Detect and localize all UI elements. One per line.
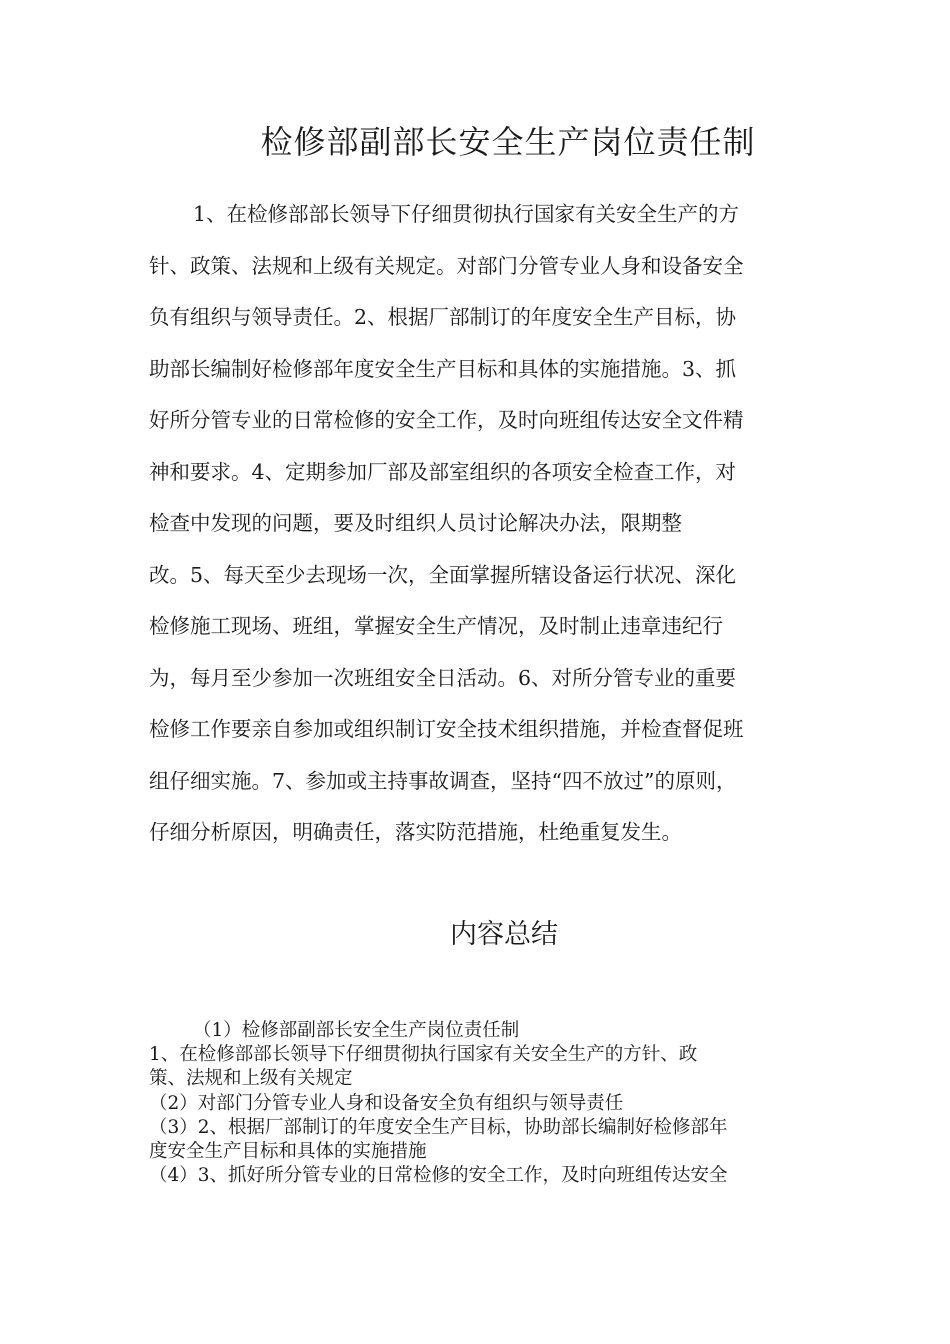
summary-line: （2）对部门分管专业人身和设备安全负有组织与领导责任 — [149, 1092, 624, 1114]
document-title: 检修部副部长安全生产岗位责任制 — [260, 123, 756, 161]
body-line: 检查中发现的问题，要及时组织人员讨论解决办法，限期整 — [149, 511, 682, 535]
body-line: 针、政策、法规和上级有关规定。对部门分管专业人身和设备安全 — [149, 253, 744, 278]
body-line: 为，每月至少参加一次班组安全日活动。6、对所分管专业的重要 — [149, 665, 737, 690]
summary-title: 内容总结 — [450, 919, 558, 950]
summary-line: （3）2、根据厂部制订的年度安全生产目标，协助部长编制好检修部年 — [149, 1116, 728, 1138]
body-line: 好所分管专业的日常检修的安全工作，及时向班组传达安全文件精 — [149, 408, 744, 432]
body-line: 检修施工现场、班组，掌握安全生产情况，及时制止违章违纪行 — [149, 614, 723, 638]
body-line: 负有组织与领导责任。2、根据厂部制订的年度安全生产目标，协 — [149, 305, 737, 329]
summary-line: 1、在检修部部长领导下仔细贯彻执行国家有关安全生产的方针、政 — [149, 1044, 698, 1066]
body-line: 组仔细实施。7、参加或主持事故调查，坚持“四不放过”的原则， — [149, 768, 737, 793]
summary-body — [149, 1019, 809, 1188]
summary-line: （4）3、抓好所分管专业的日常检修的安全工作，及时向班组传达安全 — [149, 1165, 728, 1187]
body-line: 1、在检修部部长领导下仔细贯彻执行国家有关安全生产的方 — [193, 202, 740, 226]
document-body — [149, 196, 809, 866]
body-line: 仔细分析原因，明确责任，落实防范措施，杜绝重复发生。 — [149, 820, 682, 844]
body-line: 检修工作要亲自参加或组织制订安全技术组织措施，并检查督促班 — [149, 717, 744, 741]
summary-line: （1）检修部副部长安全生产岗位责任制 — [193, 1020, 520, 1041]
summary-line: 度安全生产目标和具体的实施措施 — [149, 1140, 427, 1162]
body-line: 助部长编制好检修部年度安全生产目标和具体的实施措施。3、抓 — [149, 356, 737, 381]
body-line: 神和要求。4、定期参加厂部及部室组织的各项安全检查工作，对 — [149, 459, 737, 484]
summary-line: 策、法规和上级有关规定 — [149, 1068, 353, 1090]
body-line: 改。5、每天至少去现场一次，全面掌握所辖设备运行状况、深化 — [149, 562, 737, 587]
